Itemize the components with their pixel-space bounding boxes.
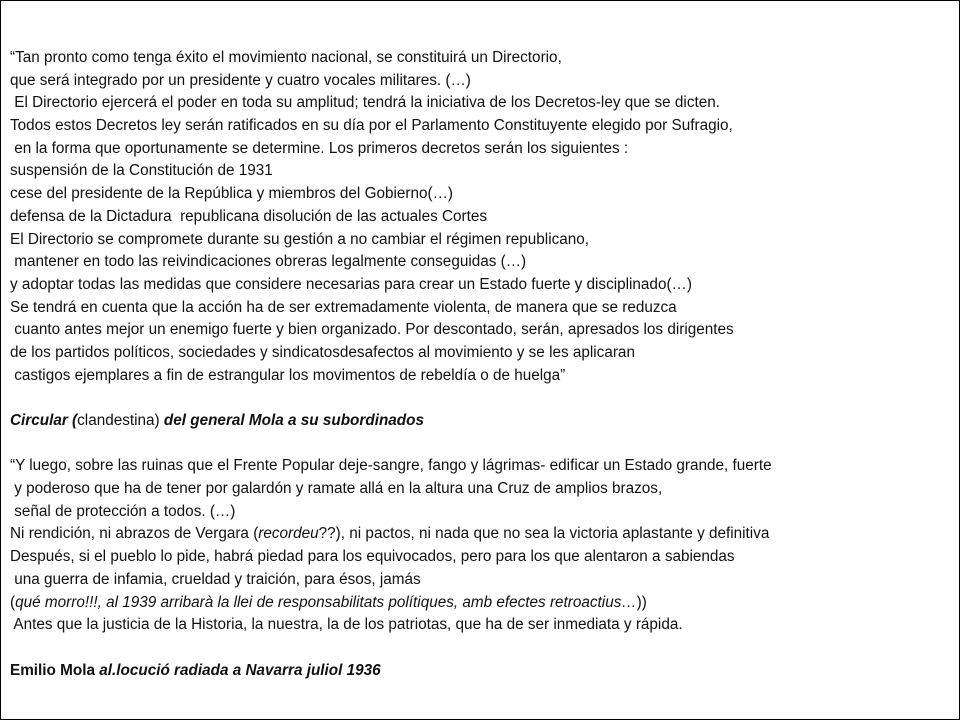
quote1-line: El Directorio se compromete durante su gestión a no cambiar el régimen republicano, <box>10 230 590 248</box>
quote2-line: señal de protección a todos. (…) <box>10 502 236 520</box>
quote2-line <box>10 523 955 546</box>
quote2-line7-b: qué morro!!!, al 1939 arribarà la llei de responsabilitats polítiques, amb efectes retroactius… <box>15 593 637 611</box>
caption1-part1: Circular ( <box>10 412 78 429</box>
quote1-line: mantener en todo las reivindicaciones obreras legalmente conseguidas (…) <box>10 253 527 271</box>
quote1-line: El Directorio ejercerá el poder en toda su amplitud; tendrá la iniciativa de los Decretos-ley que se dicten. <box>10 94 720 112</box>
quote2-line: y poderoso que ha de tener por galardón y ramate allá en la altura una Cruz de amplios brazos, <box>10 480 663 498</box>
quote1-line: castigos ejemplares a fin de estrangular los movimentos de rebeldía o de huelga” <box>10 366 566 384</box>
quote1-line: de los partidos políticos, sociedades y sindicatosdesafectos al movimiento y se les aplicaran <box>10 343 635 361</box>
caption2-part1: Emilio Mola <box>10 661 100 679</box>
quote2-line7-c: )) <box>636 593 647 611</box>
quote2-line4-c: ??), ni pactos, ni nada que no sea la victoria aplastante y definitiva <box>318 525 770 543</box>
quote1-line: que será integrado por un presidente y cuatro vocales militares. (…) <box>10 71 471 89</box>
quote1-line: Todos estos Decretos ley serán ratificados en su día por el Parlamento Constituyente elegido por Sufragio, <box>10 117 733 135</box>
caption-mola-speech <box>10 660 955 683</box>
caption2-part2: al.locució radiada a Navarra juliol 1936 <box>99 661 381 679</box>
quote1-line: defensa de la Dictadura republicana disolución de las actuales Cortes <box>10 207 488 225</box>
quote2-line7-a: ( <box>10 593 16 611</box>
quote2-line <box>10 592 955 615</box>
quote2-line: Después, si el pueblo lo pide, habrá piedad para los equivocados, pero para los que alentaron a sabiendas <box>10 548 735 566</box>
slide-text-body <box>10 47 955 682</box>
spacer <box>10 387 955 410</box>
quote2-line: Antes que la justicia de la Historia, la nuestra, la de los patriotas, que ha de ser inmediata y rápida. <box>10 616 683 634</box>
caption-mola-circular <box>10 410 955 433</box>
quote1-line: cuanto antes mejor un enemigo fuerte y bien organizado. Por descontado, serán, apresados los dirigentes <box>10 321 734 339</box>
spacer <box>10 433 955 456</box>
quote2-line: una guerra de infamia, crueldad y traición, para ésos, jamás <box>10 570 421 588</box>
quote1-line: en la forma que oportunamente se determine. Los primeros decretos serán los siguientes : <box>10 139 629 157</box>
caption1-part3: del general Mola a su subordinados <box>159 412 424 429</box>
quote1-line: Se tendrá en cuenta que la acción ha de ser extremadamente violenta, de manera que se reduzca <box>10 298 677 316</box>
spacer <box>10 637 955 660</box>
quote1-line: y adoptar todas las medidas que considere necesarias para crear un Estado fuerte y disciplinado(…) <box>10 275 692 293</box>
quote2-line4-a: Ni rendición, ni abrazos de Vergara ( <box>10 525 259 543</box>
quote1-line: “Tan pronto como tenga éxito el movimiento nacional, se constituirá un Directorio, <box>10 49 562 66</box>
quote2-line4-b: recordeu <box>258 525 319 543</box>
quote2-line: “Y luego, sobre las ruinas que el Frente Popular deje-sangre, fango y lágrimas- edificar un Estado grande, fuerte <box>10 457 772 475</box>
quote1-line: suspensión de la Constitución de 1931 <box>10 162 273 180</box>
caption1-part2: clandestina) <box>77 412 160 429</box>
quote1-line: cese del presidente de la República y miembros del Gobierno(…) <box>10 185 453 203</box>
